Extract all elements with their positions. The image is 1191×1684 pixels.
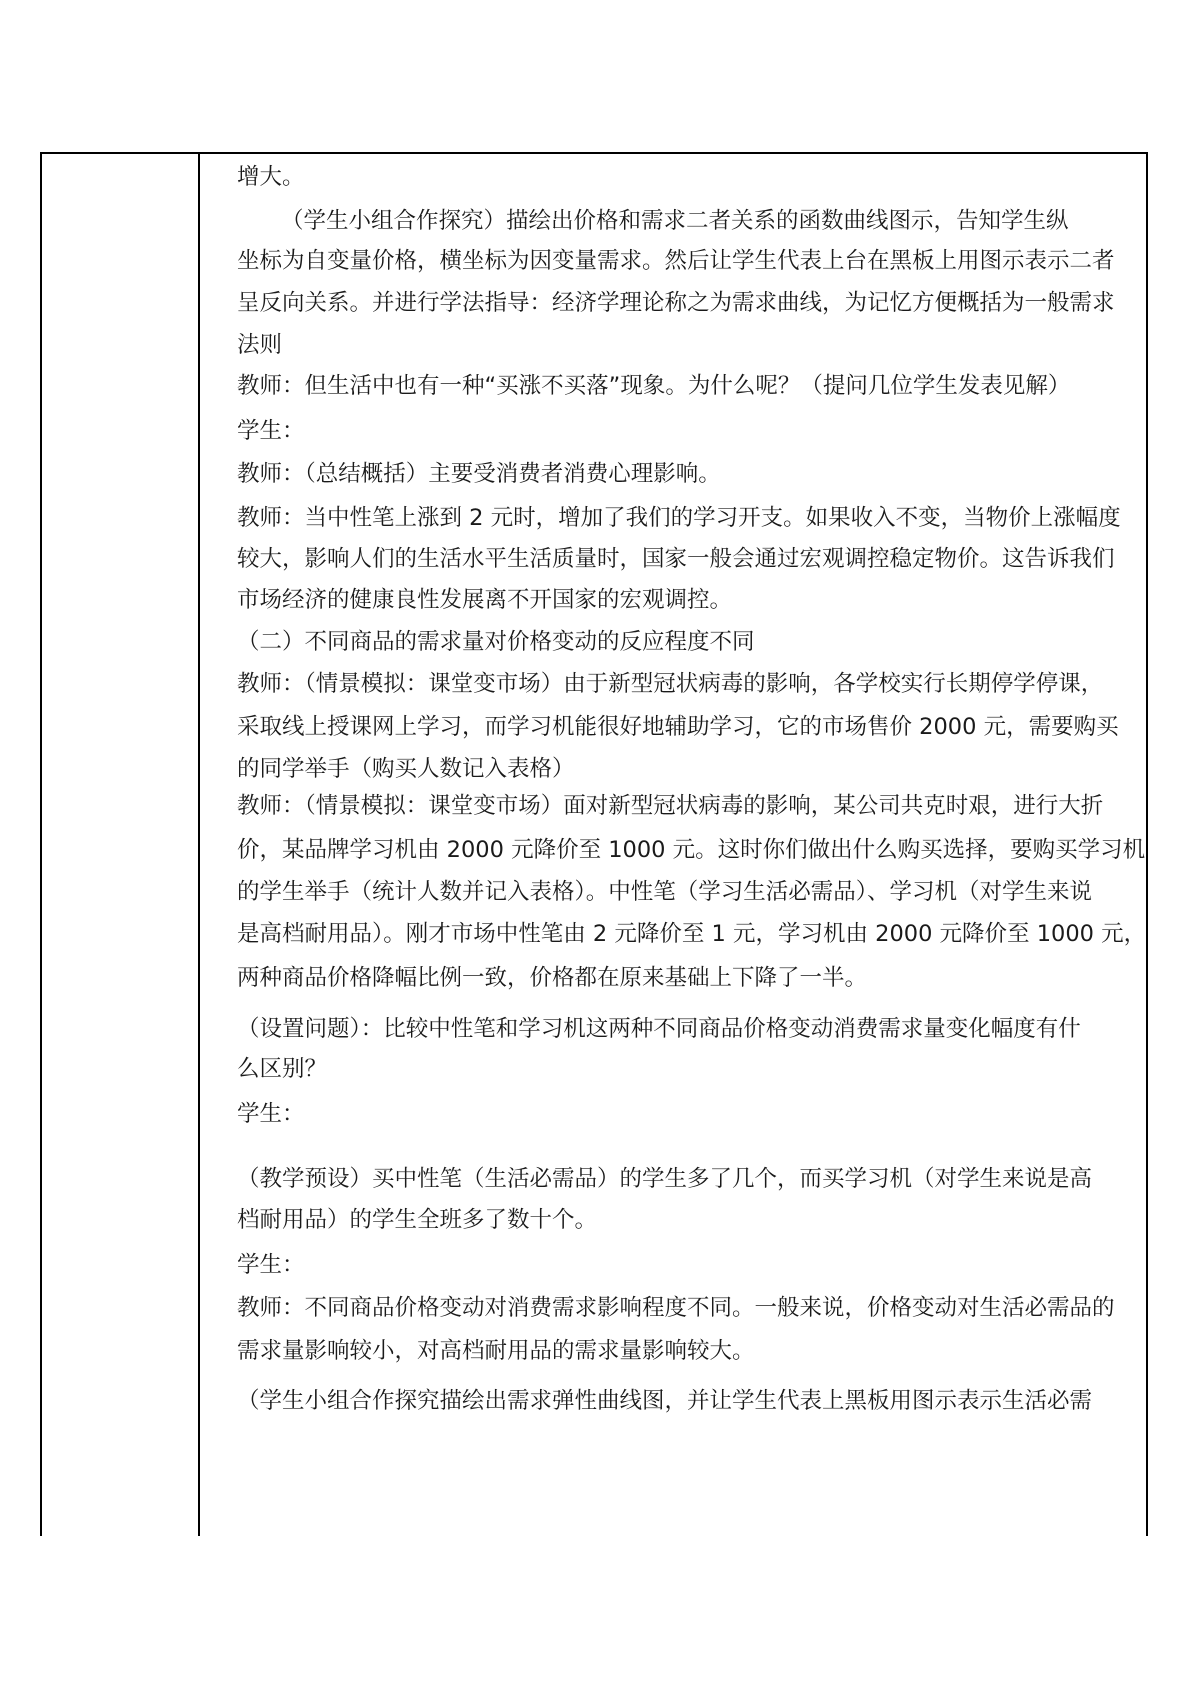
text-line: 学生： — [237, 1252, 305, 1278]
text-line: 教师：不同商品价格变动对消费需求影响程度不同。一般来说，价格变动对生活必需品的 — [237, 1295, 1115, 1321]
text-line: 档耐用品）的学生全班多了数十个。 — [237, 1207, 598, 1233]
text-line: 坐标为自变量价格，横坐标为因变量需求。然后让学生代表上台在黑板上用图示表示二者 — [237, 248, 1115, 274]
text-line: 是高档耐用品）。刚才市场中性笔由 2 元降价至 1 元，学习机由 2000 元降价至 1000 元， — [237, 921, 1147, 947]
text-line: 呈反向关系。并进行学法指导：经济学理论称之为需求曲线，为记忆方便概括为一般需求 — [237, 290, 1115, 316]
text-line: 采取线上授课网上学习，而学习机能很好地辅助学习，它的市场售价 2000 元，需要购买 — [237, 714, 1119, 740]
text-line: 增大。 — [237, 164, 305, 190]
text-line: 需求量影响较小，对高档耐用品的需求量影响较大。 — [237, 1338, 755, 1364]
lesson-table — [40, 152, 1148, 1536]
text-line: 两种商品价格降幅比例一致，价格都在原来基础上下降了一半。 — [237, 965, 868, 991]
text-line: 学生： — [237, 1101, 305, 1127]
text-line: 教师：（情景模拟：课堂变市场）由于新型冠状病毒的影响，各学校实行长期停学停课， — [237, 671, 1104, 697]
text-line: 的同学举手（购买人数记入表格） — [237, 756, 575, 782]
text-line: 较大，影响人们的生活水平生活质量时，国家一般会通过宏观调控稳定物价。这告诉我们 — [237, 546, 1115, 572]
text-line: 教师：（情景模拟：课堂变市场）面对新型冠状病毒的影响，某公司共克时艰，进行大折 — [237, 793, 1104, 819]
text-line: 学生： — [237, 418, 305, 444]
table-content-cell — [200, 154, 1146, 1536]
text-line: （学生小组合作探究）描绘出价格和需求二者关系的函数曲线图示，告知学生纵 — [281, 208, 1069, 234]
text-line: 么区别？ — [237, 1056, 328, 1082]
text-line: 的学生举手（统计人数并记入表格）。中性笔（学习生活必需品）、学习机（对学生来说 — [237, 879, 1093, 905]
text-line: （设置问题）：比较中性笔和学习机这两种不同商品价格变动消费需求量变化幅度有什 — [237, 1016, 1081, 1042]
text-line: 市场经济的健康良性发展离不开国家的宏观调控。 — [237, 587, 733, 613]
text-line: 价，某品牌学习机由 2000 元降价至 1000 元。这时你们做出什么购买选择，要购买学习机 — [237, 837, 1146, 863]
text-line: 教师：但生活中也有一种“买涨不买落”现象。为什么呢？（提问几位学生发表见解） — [237, 373, 1071, 399]
text-line: 法则 — [237, 332, 283, 358]
text-line: （学生小组合作探究描绘出需求弹性曲线图，并让学生代表上黑板用图示表示生活必需 — [237, 1388, 1093, 1414]
text-line: 教师：（总结概括）主要受消费者消费心理影响。 — [237, 461, 721, 487]
text-line: （教学预设）买中性笔（生活必需品）的学生多了几个，而买学习机（对学生来说是高 — [237, 1166, 1093, 1192]
text-line: （二）不同商品的需求量对价格变动的反应程度不同 — [237, 629, 755, 655]
table-left-cell — [42, 154, 198, 1536]
text-line: 教师：当中性笔上涨到 2 元时，增加了我们的学习开支。如果收入不变，当物价上涨幅度 — [237, 505, 1121, 531]
